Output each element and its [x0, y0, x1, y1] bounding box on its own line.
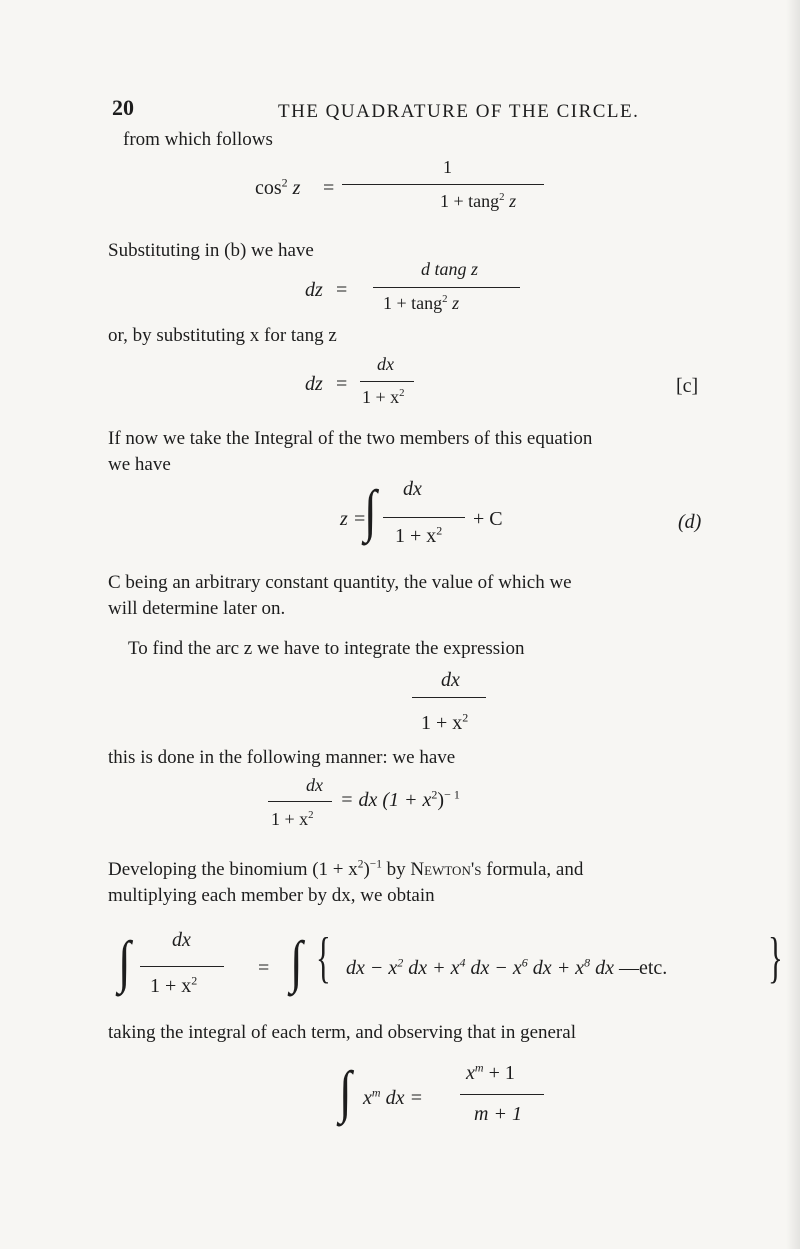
eq1-fraction-bar: [342, 184, 544, 185]
running-title: THE QUADRATURE OF THE CIRCLE.: [278, 101, 640, 122]
eq4-numerator: dx: [403, 478, 422, 500]
eq7-denominator: $1 + x^2$: [150, 973, 198, 997]
eq7-series: dx − $x^2$ dx + $x^4$ dx − $x^6$ dx + $x^8$ dx —etc.: [346, 955, 668, 979]
eq3-denominator: $1 + x^2$: [362, 387, 405, 407]
text-line: C being an arbitrary constant quantity, the value of which we: [108, 572, 572, 593]
left-brace: {: [316, 927, 331, 989]
eq5-numerator: dx: [441, 669, 460, 691]
text-line: or, by substituting x for tang z: [108, 325, 337, 346]
eq6-rhs: = dx $(1 + x^2)^{- 1}$: [340, 787, 460, 811]
eq7-numerator: dx: [172, 929, 191, 951]
eq2-fraction-bar: [373, 287, 520, 288]
eq8-numerator: $x^m + 1$: [466, 1060, 515, 1084]
eq2-denominator: 1 + tang$^2$ z: [383, 293, 460, 313]
text-line: Substituting in (b) we have: [108, 240, 314, 261]
eq8-denominator: m + 1: [474, 1103, 522, 1125]
eq1-denominator: 1 + tang$^2$ z: [440, 191, 517, 211]
text-line: from which follows: [123, 129, 273, 150]
eq3-fraction-bar: [360, 381, 414, 382]
eq6-denominator: $1 + x^2$: [271, 809, 314, 829]
page-edge-shadow: [786, 0, 800, 1249]
integral-sign: ∫: [290, 929, 303, 994]
text-line: taking the integral of each term, and observing that in general: [108, 1022, 576, 1043]
page-number: 20: [112, 95, 134, 120]
integral-sign: ∫: [364, 478, 377, 543]
text-line: Developing the binomium $(1 + x^2)^{-1}$ by Newton's formula, and: [108, 858, 584, 880]
text-line: will determine later on.: [108, 598, 286, 619]
text-line: To find the arc z we have to integrate the expression: [128, 638, 525, 659]
eq4-fraction-bar: [383, 517, 465, 518]
eq1-lhs: $\cos^2 z$: [255, 175, 301, 199]
eq6-fraction-bar: [268, 801, 332, 802]
right-brace: }: [768, 927, 783, 989]
text-line: this is done in the following manner: we have: [108, 747, 456, 768]
eq1-equals: =: [323, 177, 335, 199]
eq7-fraction-bar: [140, 966, 224, 967]
eq6-numerator: dx: [306, 775, 323, 795]
eq2-lhs: dz: [305, 279, 323, 301]
eq3-equals: =: [336, 373, 348, 395]
eq2-equals: =: [336, 279, 348, 301]
eq7-equals: =: [258, 957, 270, 979]
eq8-fraction-bar: [460, 1094, 544, 1095]
eq3-numerator: dx: [377, 354, 394, 374]
eq1-numerator: 1: [443, 157, 452, 177]
text-line: we have: [108, 454, 171, 475]
eq3-lhs: dz: [305, 373, 323, 395]
integral-sign: ∫: [339, 1059, 352, 1124]
text-line: If now we take the Integral of the two members of this equation: [108, 428, 593, 449]
eq5-denominator: $1 + x^2$: [421, 710, 469, 734]
eq4-constant: + C: [473, 508, 503, 530]
eq3-tag: [c]: [676, 375, 699, 397]
eq8-lhs: $x^m$ dx =: [363, 1085, 423, 1109]
text-line: multiplying each member by dx, we obtain: [108, 885, 435, 906]
integral-sign: ∫: [118, 929, 131, 994]
eq2-numerator: d tang z: [421, 259, 479, 279]
eq5-fraction-bar: [412, 697, 486, 698]
eq4-lhs: z =: [340, 508, 367, 530]
eq4-denominator: $1 + x^2$: [395, 523, 443, 547]
eq4-tag: (d): [678, 511, 702, 533]
